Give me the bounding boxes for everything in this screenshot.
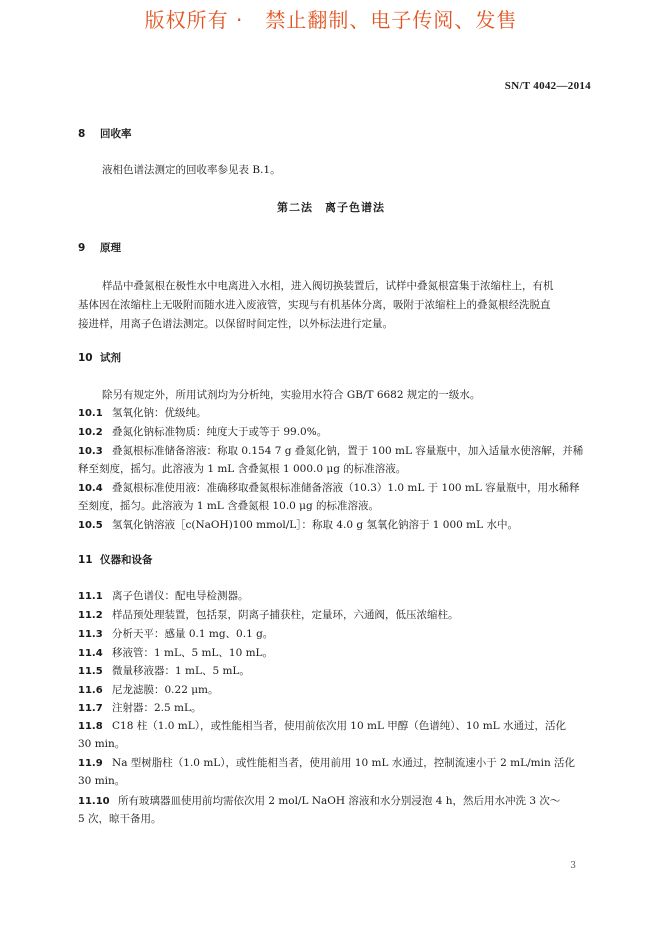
clause-11-7: [78, 701, 201, 716]
clause-continuation: 30 min。: [78, 775, 126, 787]
clause-number: 11.9: [78, 758, 103, 769]
clause-11-1: [78, 589, 249, 604]
standard-code: SN/T 4042—2014: [504, 80, 591, 92]
clause-number: 11.3: [78, 629, 103, 640]
clause-text: 注射器：2.5 mL。: [112, 702, 202, 714]
clause-11-2: [78, 608, 459, 623]
clause-11-4: [78, 646, 273, 661]
copyright-watermark: [0, 4, 662, 33]
clause-text: 移液管：1 mL、5 mL、10 mL。: [112, 647, 274, 659]
paragraph-line: 样品中叠氮根在极性水中电离进入水相，进入阀切换装置后，试样中叠氮根富集于浓缩柱上，有机: [102, 280, 554, 292]
method-title: 第二法 离子色谱法: [277, 201, 385, 214]
clause-10-1: [78, 406, 207, 421]
clause-number: 10.3: [78, 446, 103, 457]
page-number: 3: [570, 861, 576, 871]
paragraph-line: 基体因在浓缩柱上无吸附而随水进入废液管，实现与有机基体分离，吸附于浓缩柱上的叠氮根经洗脱直: [78, 299, 551, 311]
clause-11-5: [78, 664, 250, 679]
clause-text: Na 型树脂柱（1.0 mL），或性能相当者，使用前用 10 mL 水通过，控制流速小于 2 mL/min 活化: [112, 757, 576, 769]
section-number: 8: [78, 128, 86, 140]
section-9-heading: [78, 241, 121, 255]
section-10-intro: 除另有规定外，所用试剂均为分析纯，实验用水符合 GB/T 6682 规定的一级水。: [102, 389, 481, 401]
clause-continuation: 30 min。: [78, 738, 126, 750]
clause-number: 11.10: [78, 796, 110, 807]
clause-continuation: 释至刻度，摇匀。此溶液为 1 mL 含叠氮根 1 000.0 μg 的标准溶液。: [78, 463, 407, 475]
clause-text: 分析天平：感量 0.1 mg、0.1 g。: [112, 628, 274, 640]
clause-number: 11.5: [78, 666, 103, 677]
clause-text: 所有玻璃器皿使用前均需依次用 2 mol/L NaOH 溶液和水分别浸泡 4 h，然后用水冲洗 3 次～: [118, 795, 561, 807]
clause-text: 氢氧化钠：优级纯。: [112, 407, 207, 419]
clause-text: 尼龙滤膜：0.22 μm。: [112, 684, 219, 696]
clause-text: 离子色谱仪：配电导检测器。: [112, 590, 249, 602]
clause-11-9: [78, 756, 575, 771]
section-title: 仪器和设备: [100, 554, 153, 566]
section-10-heading: [78, 351, 121, 365]
clause-11-6: [78, 683, 219, 698]
clause-10-3: [78, 444, 583, 459]
section-title: 试剂: [100, 352, 121, 364]
clause-number: 11.1: [78, 591, 103, 602]
clause-number: 11.6: [78, 685, 103, 696]
clause-number: 10.2: [78, 427, 103, 438]
watermark-part2: 禁止翻制、电子传阅、发售: [265, 8, 518, 32]
section-title: 回收率: [100, 128, 132, 140]
clause-number: 11.4: [78, 648, 103, 659]
clause-text: 微量移液器：1 mL、5 mL。: [112, 665, 250, 677]
clause-text: 样品预处理装置，包括泵，阴离子捕获柱，定量环，六通阀，低压浓缩柱。: [112, 609, 459, 621]
clause-10-5: [78, 518, 518, 533]
clause-continuation: 5 次，晾干备用。: [78, 813, 162, 825]
clause-text: 叠氮化钠标准物质：纯度大于或等于 99.0%。: [112, 426, 328, 438]
clause-number: 11.7: [78, 703, 103, 714]
watermark-part1: 版权所有 ·: [144, 8, 244, 32]
clause-10-4: [78, 481, 580, 496]
clause-number: 11.8: [78, 721, 103, 732]
clause-text: 氢氧化钠溶液［c(NaOH)100 mmol/L］：称取 4.0 g 氢氧化钠溶于 1 000 mL 水中。: [112, 519, 518, 531]
clause-text: 叠氮根标准使用液：准确移取叠氮根标准储备溶液（10.3）1.0 mL 于 100 mL 容量瓶中，用水稀释: [112, 482, 580, 494]
clause-number: 10.4: [78, 483, 103, 494]
section-8-heading: [78, 127, 132, 141]
clause-11-8: [78, 719, 566, 734]
paragraph-line: 接进样，用离子色谱法测定。以保留时间定性，以外标法进行定量。: [78, 318, 393, 330]
section-number: 11: [78, 554, 93, 566]
clause-number: 10.5: [78, 520, 103, 531]
clause-number: 11.2: [78, 610, 103, 621]
section-8-text: 液相色谱法测定的回收率参见表 B.1。: [102, 164, 281, 176]
section-11-heading: [78, 553, 153, 567]
section-title: 原理: [100, 242, 121, 254]
section-number: 10: [78, 352, 93, 364]
clause-number: 10.1: [78, 408, 103, 419]
clause-11-3: [78, 627, 273, 642]
clause-continuation: 至刻度，摇匀。此溶液为 1 mL 含叠氮根 10.0 μg 的标准溶液。: [78, 500, 380, 512]
section-number: 9: [78, 242, 86, 254]
clause-text: 叠氮根标准储备溶液：称取 0.154 7 g 叠氮化钠，置于 100 mL 容量瓶中，加入适量水使溶解，并稀: [112, 445, 584, 457]
clause-text: C18 柱（1.0 mL），或性能相当者，使用前依次用 10 mL 甲醇（色谱纯）、10 mL 水通过，活化: [112, 720, 566, 732]
clause-10-2: [78, 425, 327, 440]
clause-11-10: [78, 794, 560, 809]
